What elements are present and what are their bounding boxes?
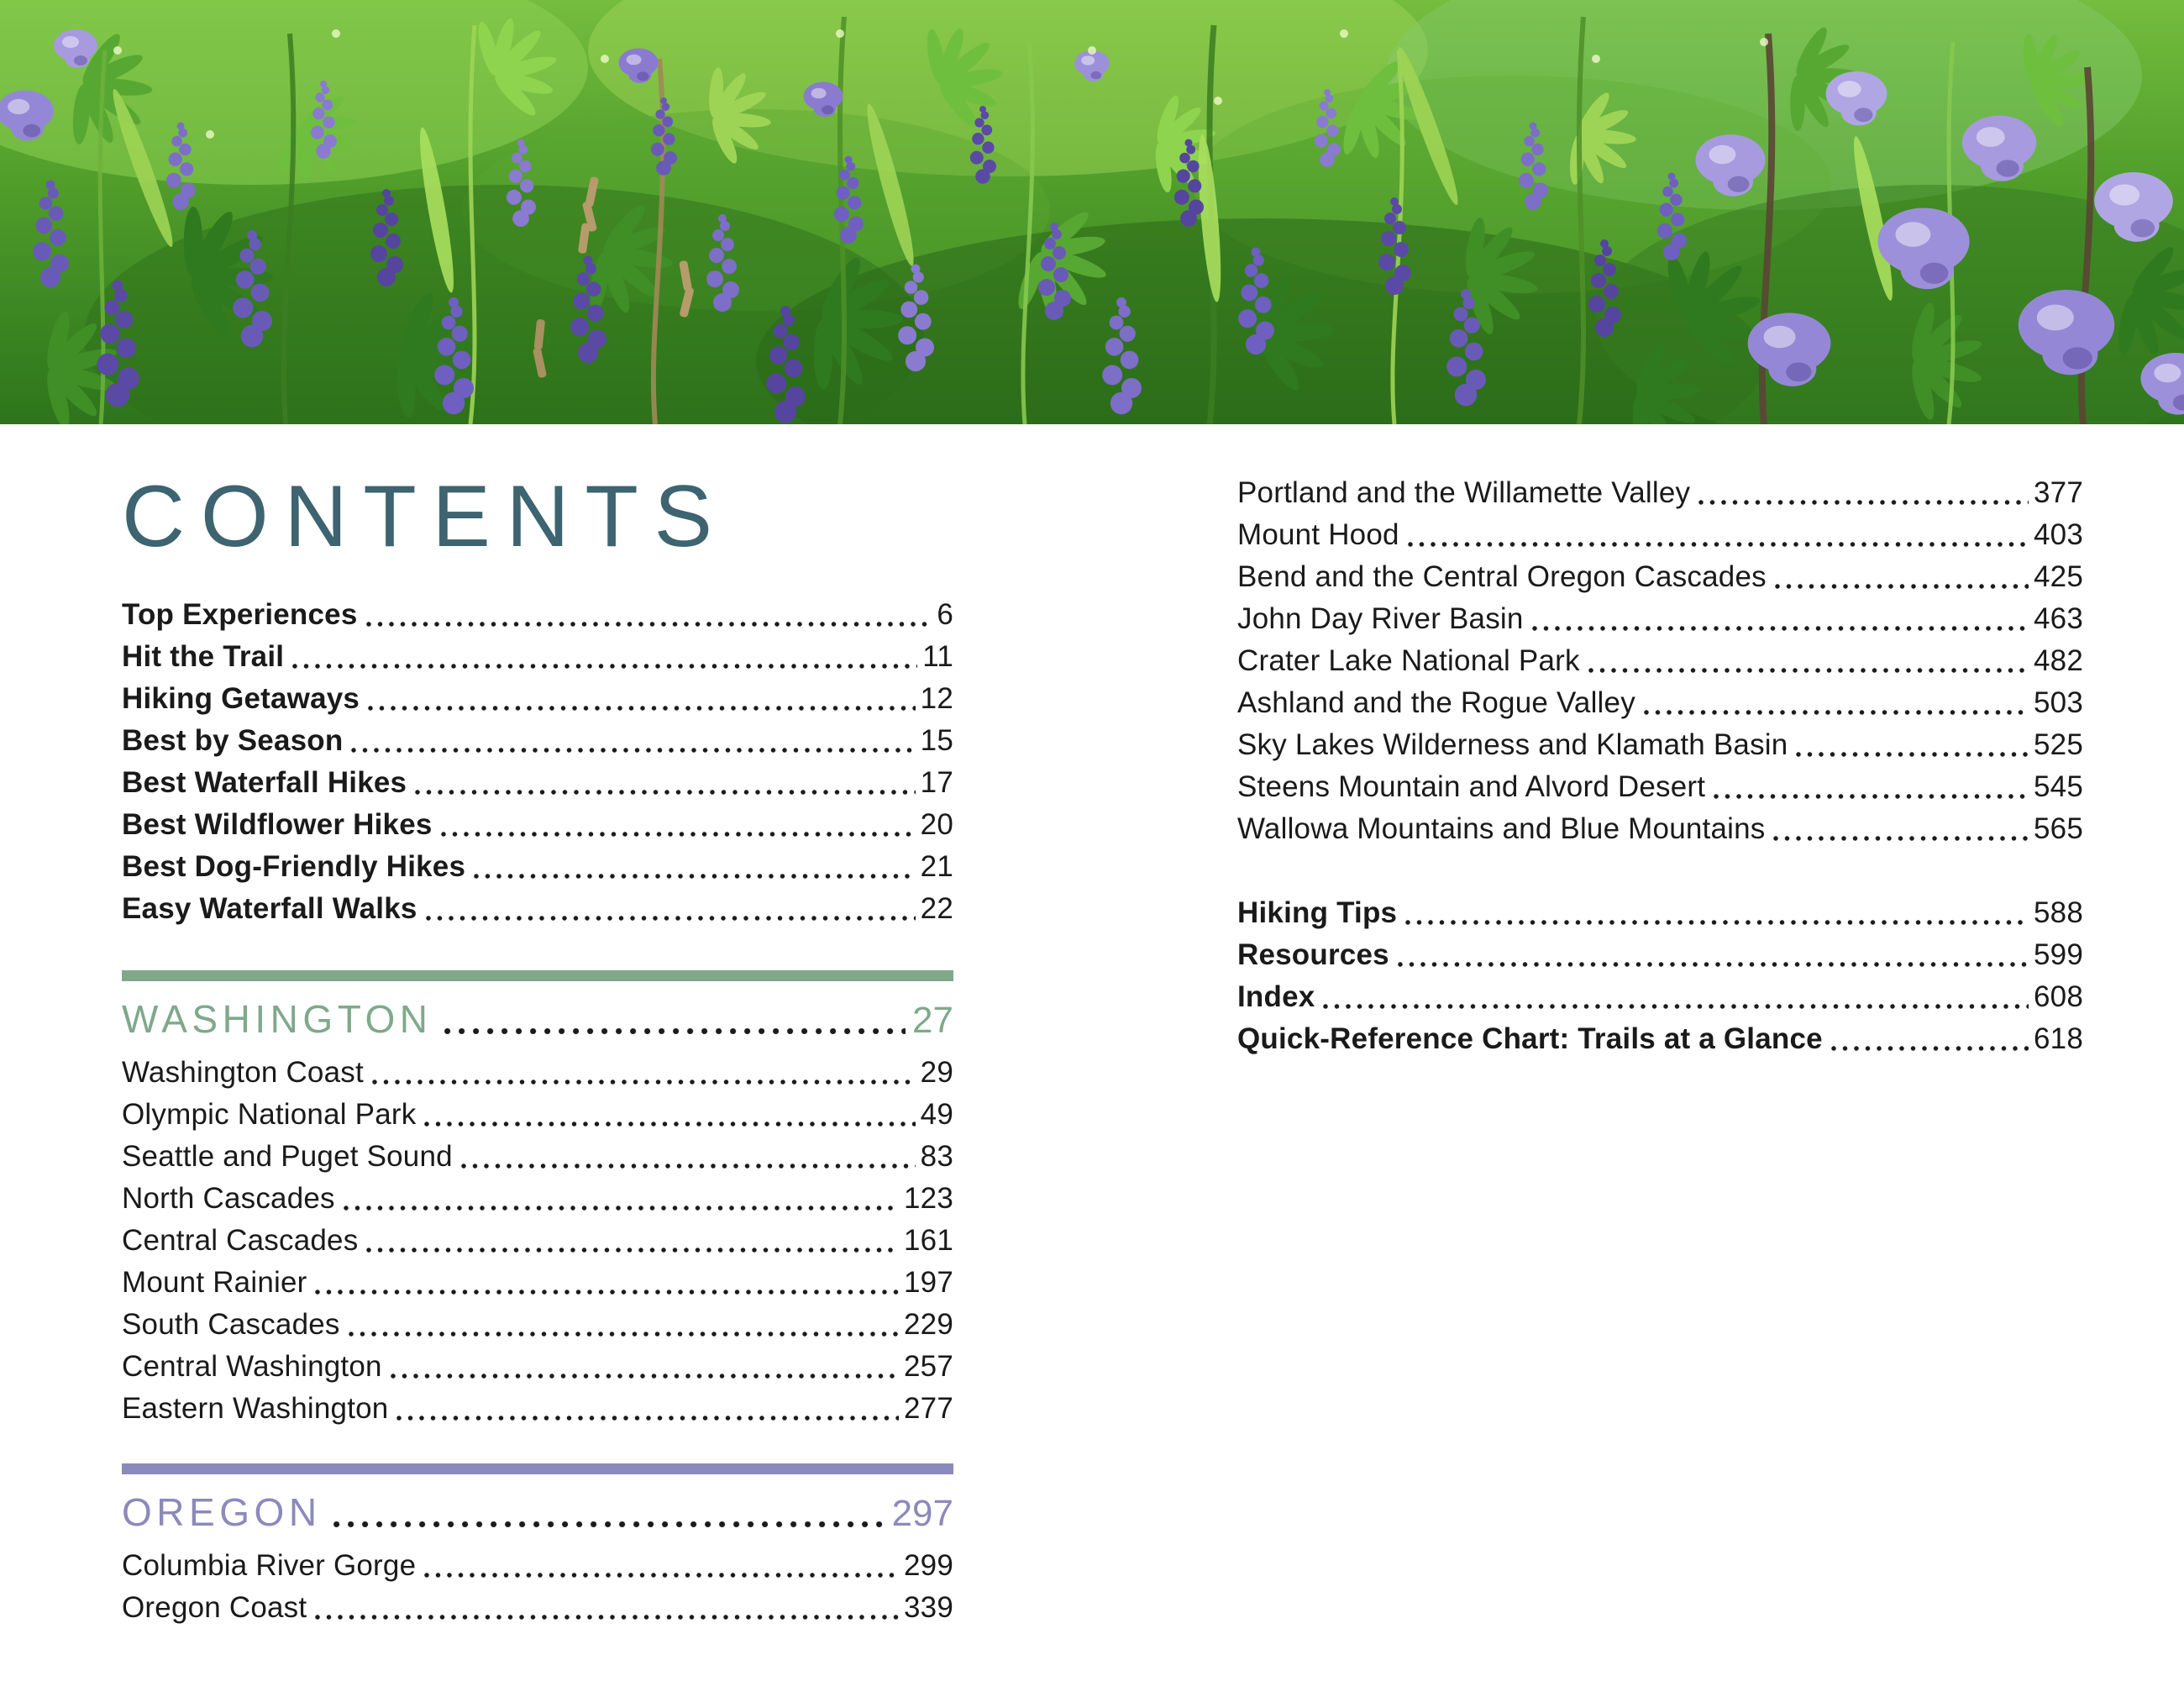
toc-entry-page: 482: [2034, 644, 2083, 677]
leader-dots: [461, 1164, 916, 1169]
leader-dots: [1698, 500, 2029, 505]
toc-entry: [122, 678, 953, 720]
toc-entry-label: Mount Rainier: [122, 1266, 307, 1299]
toc-entry: [1237, 808, 2083, 850]
toc-entry-label: Hiking Tips: [1237, 896, 1398, 929]
leader-dots: [372, 1080, 916, 1085]
leader-dots: [396, 1416, 899, 1421]
toc-entry: [122, 1545, 953, 1587]
washington-section-heading: [122, 993, 953, 1045]
toc-entry: [122, 846, 953, 888]
leader-dots: [344, 1206, 899, 1211]
leader-dots: [474, 874, 916, 879]
leader-dots: [366, 1248, 899, 1253]
leader-dots: [424, 1573, 899, 1578]
page-title: CONTENTS: [122, 468, 728, 565]
toc-entry-page: 403: [2034, 518, 2083, 551]
toc-entry: [1237, 682, 2083, 724]
toc-entry-label: Top Experiences: [122, 598, 358, 631]
toc-entry: [122, 1136, 953, 1178]
toc-entry-label: Seattle and Puget Sound: [122, 1140, 453, 1173]
toc-entry-label: Oregon Coast: [122, 1591, 307, 1624]
toc-entry-page: 11: [922, 640, 953, 673]
leader-dots: [1831, 1046, 2029, 1051]
toc-entry: [1237, 514, 2083, 556]
toc-entry: [1237, 766, 2083, 808]
toc-entry-page: 197: [904, 1266, 953, 1299]
toc-entry: [122, 594, 953, 636]
front-matter-list: [122, 594, 953, 930]
toc-entry-page: 588: [2034, 896, 2083, 929]
toc-entry-page: 599: [2034, 938, 2083, 971]
right-column: [1237, 424, 2083, 1060]
toc-entry-page: 161: [904, 1224, 953, 1257]
leader-dots: [1644, 710, 2029, 715]
leader-dots: [1532, 626, 2029, 631]
toc-entry-page: 618: [2034, 1022, 2083, 1055]
toc-entry-page: 49: [920, 1098, 953, 1131]
oregon-section-label: OREGON: [122, 1490, 322, 1534]
leader-dots: [426, 916, 916, 921]
toc-entry-label: Mount Hood: [1237, 518, 1399, 551]
toc-entry-label: North Cascades: [122, 1182, 335, 1215]
toc-entry: [1237, 724, 2083, 766]
toc-entry: [1237, 472, 2083, 514]
toc-entry: [122, 1346, 953, 1388]
toc-entry-page: 21: [920, 850, 953, 883]
toc-entry-page: 20: [920, 808, 953, 841]
toc-entry-label: Washington Coast: [122, 1056, 364, 1089]
toc-entry-label: Portland and the Willamette Valley: [1237, 476, 1691, 509]
toc-entry-label: Index: [1237, 980, 1315, 1013]
toc-entry-page: 277: [904, 1392, 953, 1425]
toc-entry-page: 299: [904, 1549, 953, 1582]
toc-entry-label: Crater Lake National Park: [1237, 644, 1580, 677]
toc-entry-page: 12: [920, 682, 953, 715]
toc-entry-label: Resources: [1237, 938, 1389, 971]
toc-entry-page: 608: [2034, 980, 2083, 1013]
toc-entry: [122, 1388, 953, 1430]
washington-section-label: WASHINGTON: [122, 997, 433, 1041]
oregon-chapter-list-right: [1237, 472, 2083, 850]
back-matter-list: [1237, 892, 2083, 1060]
toc-entry-page: 525: [2034, 728, 2083, 761]
oregon-section-heading: [122, 1486, 953, 1538]
leader-dots: [391, 1374, 899, 1379]
section-washington: [122, 970, 953, 1430]
toc-entry-page: 6: [937, 598, 953, 631]
washington-section-bar: [122, 970, 953, 981]
toc-entry-page: 29: [920, 1056, 953, 1089]
toc-entry: [122, 720, 953, 762]
toc-entry-label: Central Washington: [122, 1350, 382, 1383]
toc-entry: [1237, 934, 2083, 976]
toc-entry-page: 15: [920, 724, 953, 757]
toc-entry-label: Steens Mountain and Alvord Desert: [1237, 770, 1706, 803]
washington-section-page: 27: [912, 1000, 953, 1041]
toc-entry-label: Bend and the Central Oregon Cascades: [1237, 560, 1767, 593]
section-oregon: [122, 1463, 953, 1629]
leader-dots: [292, 664, 917, 669]
toc-entry-page: 339: [904, 1591, 953, 1624]
leader-dots: [1588, 668, 2029, 673]
leader-dots: [441, 832, 916, 837]
leader-dots: [1405, 920, 2029, 925]
leader-dots: [368, 706, 916, 711]
leader-dots: [315, 1290, 899, 1295]
toc-entry: [1237, 976, 2083, 1018]
toc-entry-page: 257: [904, 1350, 953, 1383]
toc-entry-label: Best Wildflower Hikes: [122, 808, 433, 841]
lupine-meadow-photo: [0, 0, 2184, 424]
toc-entry-label: Sky Lakes Wilderness and Klamath Basin: [1237, 728, 1788, 761]
toc-entry: [1237, 1018, 2083, 1060]
toc-entry: [122, 888, 953, 930]
toc-entry: [1237, 892, 2083, 934]
toc-entry-page: 83: [920, 1140, 953, 1173]
leader-dots: [1775, 584, 2029, 589]
toc-entry: [1237, 598, 2083, 640]
toc-entry-label: Olympic National Park: [122, 1098, 417, 1131]
toc-entry-page: 17: [920, 766, 953, 799]
toc-entry-label: Hiking Getaways: [122, 682, 360, 715]
leader-dots: [444, 1028, 906, 1034]
toc-entry-label: John Day River Basin: [1237, 602, 1524, 635]
toc-entry: [122, 1262, 953, 1304]
toc-entry: [122, 1220, 953, 1262]
leader-dots: [1408, 542, 2029, 547]
toc-entry-page: 123: [904, 1182, 953, 1215]
toc-entry-label: Wallowa Mountains and Blue Mountains: [1237, 812, 1766, 845]
leader-dots: [366, 622, 932, 627]
left-column: [122, 424, 953, 1629]
toc-entry-label: Ashland and the Rogue Valley: [1237, 686, 1635, 719]
toc-entry: [122, 1052, 953, 1094]
toc-entry: [122, 1094, 953, 1136]
toc-entry-label: Columbia River Gorge: [122, 1549, 417, 1582]
toc-entry-page: 425: [2034, 560, 2083, 593]
leader-dots: [1796, 752, 2029, 757]
oregon-chapter-list-left: [122, 1545, 953, 1629]
toc-entry-page: 229: [904, 1308, 953, 1341]
toc-entry-page: 565: [2034, 812, 2083, 845]
leader-dots: [351, 748, 915, 753]
toc-entry: [122, 1178, 953, 1220]
toc-entry-label: Best Waterfall Hikes: [122, 766, 407, 799]
toc-entry: [122, 1587, 953, 1629]
toc-entry-label: Best by Season: [122, 724, 344, 757]
leader-dots: [424, 1122, 915, 1127]
toc-entry-page: 22: [920, 892, 953, 925]
toc-entry-label: Hit the Trail: [122, 640, 285, 673]
leader-dots: [1714, 794, 2029, 799]
washington-chapter-list: [122, 1052, 953, 1430]
leader-dots: [415, 790, 915, 795]
toc-entry-page: 545: [2034, 770, 2083, 803]
leader-dots: [1323, 1004, 2029, 1009]
leader-dots: [349, 1332, 899, 1337]
toc-entry-page: 503: [2034, 686, 2083, 719]
toc-entry: [122, 1304, 953, 1346]
leader-dots: [315, 1615, 899, 1620]
toc-entry-label: Eastern Washington: [122, 1392, 389, 1425]
leader-dots: [1773, 836, 2029, 841]
toc-entry-page: 377: [2034, 476, 2083, 509]
toc-entry-label: Easy Waterfall Walks: [122, 892, 417, 925]
toc-entry-page: 463: [2034, 602, 2083, 635]
toc-entry-label: South Cascades: [122, 1308, 340, 1341]
toc-entry: [122, 636, 953, 678]
leader-dots: [1398, 962, 2029, 967]
toc-entry: [1237, 640, 2083, 682]
toc-entry: [122, 804, 953, 846]
leader-dots: [333, 1521, 885, 1527]
toc-entry-label: Central Cascades: [122, 1224, 359, 1257]
oregon-section-bar: [122, 1463, 953, 1474]
toc-entry-label: Quick-Reference Chart: Trails at a Glance: [1237, 1022, 1823, 1055]
oregon-section-page: 297: [891, 1493, 953, 1534]
toc-entry: [122, 762, 953, 804]
toc-entry: [1237, 556, 2083, 598]
toc-entry-label: Best Dog-Friendly Hikes: [122, 850, 466, 883]
